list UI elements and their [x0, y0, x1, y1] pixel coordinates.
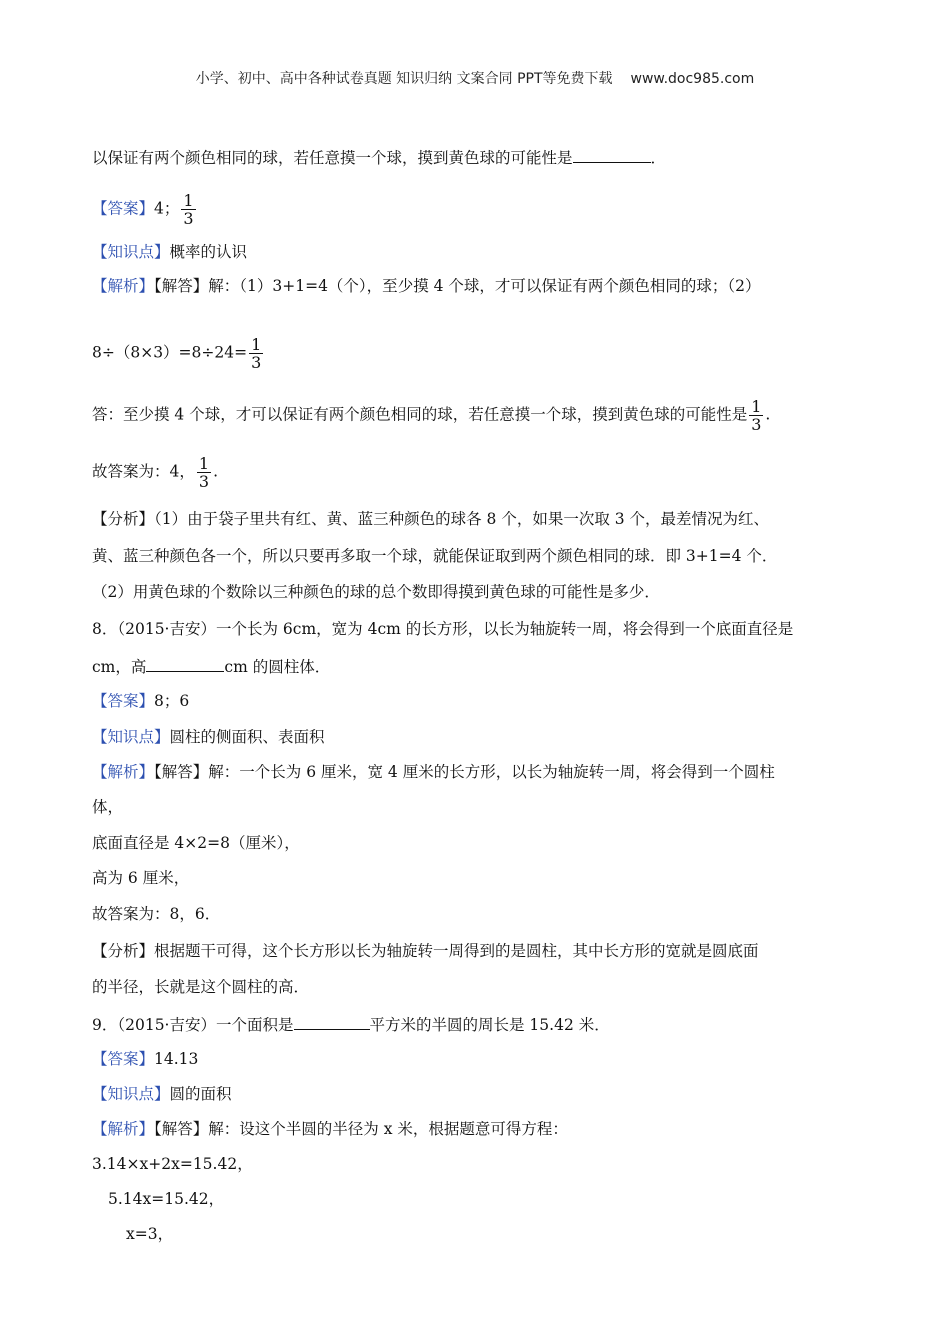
q8-analysis-line3: 底面直径是 4×2=8（厘米）， [92, 834, 300, 852]
explain-tag: 【分析】 [92, 942, 155, 960]
q7-analysis-line2: 8÷（8×3）=8÷24= $\frac{1}{3}$ [92, 335, 262, 372]
q7-explain-line3: （2）用黄色球的个数除以三种颜色的球的总个数即得摸到黄色球的可能性是多少． [92, 583, 660, 601]
knowledge-tag: 【知识点】 [92, 728, 170, 746]
q7-explain-line1: 【分析】（1）由于袋子里共有红、黄、蓝三种颜色的球各 8 个，如果一次取 3 个，最差情况为红、 [92, 510, 770, 528]
q9-equation-2: 5.14x=15.42， [108, 1190, 225, 1208]
analysis-tag: 【解析】 [92, 763, 155, 781]
q7-final-answer: 故答案为：4， $\frac{1}{3}$ . [92, 454, 218, 491]
explain-tag: 【分析】 [92, 510, 155, 528]
q8-analysis-line2: 体， [92, 798, 124, 816]
q9-equation-1: 3.14×x+2x=15.42， [92, 1155, 253, 1173]
fraction: $\frac{1}{3}$ [751, 397, 762, 434]
q7-analysis-line1: 【解析】【解答】解：（1）3+1=4（个），至少摸 4 个球，才可以保证有两个颜色相同的球；（2） [92, 277, 761, 295]
q8-stem-line2: cm，高 cm 的圆柱体． [92, 655, 330, 678]
fraction: $\frac{1}{3}$ [251, 335, 262, 372]
header-text: 小学、初中、高中各种试卷真题 知识归纳 文案合同 PPT等免费下载 [195, 71, 613, 87]
q8-knowledge: 【知识点】圆柱的侧面积、表面积 [92, 728, 325, 746]
knowledge-tag: 【知识点】 [92, 1085, 170, 1103]
q8-explain-line1: 【分析】根据题干可得，这个长方形以长为轴旋转一周得到的是圆柱，其中长方形的宽就是圆底面 [92, 942, 759, 960]
fraction: $\frac{1}{3}$ [198, 454, 210, 491]
analysis-tag: 【解析】 [92, 277, 155, 295]
q7-explain-line2: 黄、蓝三种颜色各一个，所以只要再多取一个球，就能保证取到两个颜色相同的球．即 3+1=4 个． [92, 547, 778, 565]
q8-stem-line1: 8．（2015·吉安）一个长为 6cm，宽为 4cm 的长方形，以长为轴旋转一周，将会得到一个底面直径是 [92, 620, 794, 638]
answer-blank [146, 655, 224, 672]
q8-analysis-line5: 故答案为：8，6． [92, 905, 221, 923]
answer-tag: 【答案】 [92, 692, 155, 710]
q8-explain-line2: 的半径，长就是这个圆柱的高． [92, 978, 310, 996]
answer-tag: 【答案】 [92, 199, 155, 218]
fraction: $\frac{1}{3}$ [183, 191, 194, 228]
q7-answer-line: 答：至少摸 4 个球，才可以保证有两个颜色相同的球，若任意摸一个球，摸到黄色球的可能性是 $\frac{1}{3}$ . [92, 397, 771, 434]
q9-analysis-line1: 【解析】【解答】解：设这个半圆的半径为 x 米，根据题意可得方程： [92, 1120, 568, 1138]
q7-stem-continued: 以保证有两个颜色相同的球，若任意摸一个球，摸到黄色球的可能性是 ． [92, 146, 666, 169]
q8-answer: 【答案】8；6 [92, 692, 190, 710]
answer-tag: 【答案】 [92, 1050, 155, 1068]
q9-equation-3: x=3， [126, 1225, 174, 1243]
page-header [0, 68, 950, 88]
answer-blank [573, 146, 651, 163]
q7-knowledge: 【知识点】概率的认识 [92, 243, 248, 261]
answer-blank [294, 1013, 370, 1030]
q9-stem: 9．（2015·吉安）一个面积是 平方米的半圆的周长是 15.42 米． [92, 1013, 610, 1036]
q7-answer: 【答案】4； $\frac{1}{3}$ [92, 191, 194, 228]
q8-analysis-line1: 【解析】【解答】解：一个长为 6 厘米，宽 4 厘米的长方形，以长为轴旋转一周，将会得到一个圆柱 [92, 763, 775, 781]
header-site: www.doc985.com [630, 71, 755, 87]
analysis-tag: 【解析】 [92, 1120, 155, 1138]
q9-knowledge: 【知识点】圆的面积 [92, 1085, 232, 1103]
q8-analysis-line4: 高为 6 厘米， [92, 869, 190, 887]
q9-answer: 【答案】14.13 [92, 1050, 199, 1068]
knowledge-tag: 【知识点】 [92, 243, 170, 261]
